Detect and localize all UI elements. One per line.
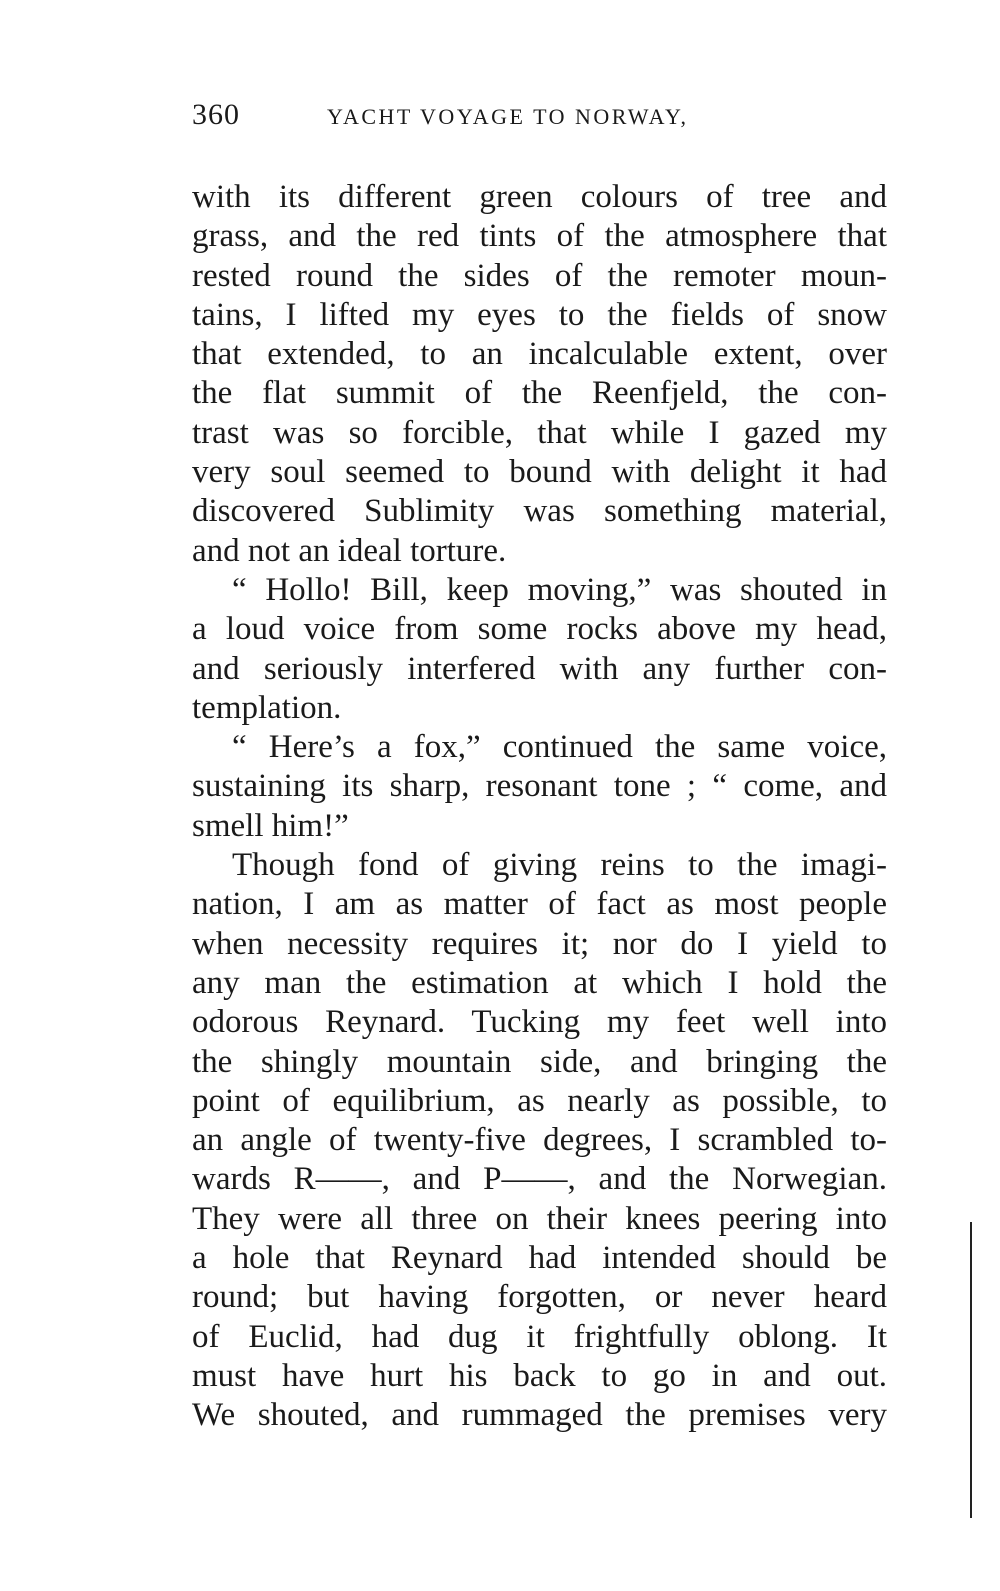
text-line: must have hurt his back to go in and out. — [192, 1357, 887, 1394]
text-line: a hole that Reynard had intended should be — [192, 1240, 887, 1277]
text-line: with its different green colours of tree and — [192, 179, 887, 215]
running-head: YACHT VOYAGE TO NORWAY, — [327, 104, 689, 129]
text-line: the shingly mountain side, and bringing the — [192, 1043, 887, 1080]
text-line: a loud voice from some rocks above my head, — [192, 611, 887, 648]
text-line: smell him!” — [192, 807, 349, 844]
text-line: “ Here’s a fox,” continued the same voice, — [232, 729, 887, 766]
text-line: nation, I am as matter of fact as most people — [192, 886, 887, 923]
text-line: grass, and the red tints of the atmosphere that — [192, 218, 887, 255]
text-line: and seriously interfered with any further con- — [192, 650, 887, 687]
text-line: when necessity requires it; nor do I yield to — [192, 925, 887, 962]
page-header — [192, 98, 892, 138]
text-line: “ Hollo! Bill, keep moving,” was shouted in — [232, 571, 887, 608]
text-line: tains, I lifted my eyes to the fields of snow — [192, 296, 887, 333]
text-line: wards R——, and P——, and the Norwegian. — [192, 1161, 887, 1198]
text-line: trast was so forcible, that while I gazed my — [192, 414, 887, 451]
text-line: discovered Sublimity was something material, — [192, 493, 887, 530]
body-text — [192, 178, 887, 1436]
text-line: very soul seemed to bound with delight it had — [192, 454, 887, 491]
text-line: of Euclid, had dug it frightfully oblong. It — [192, 1318, 887, 1355]
text-line: Though fond of giving reins to the imagi- — [232, 847, 887, 884]
text-line: rested round the sides of the remoter moun- — [192, 257, 887, 294]
text-line: They were all three on their knees peering into — [192, 1200, 887, 1237]
text-line: round; but having forgotten, or never heard — [192, 1279, 887, 1316]
text-line: that extended, to an incalculable extent, over — [192, 336, 887, 373]
margin-scan-line — [970, 1222, 972, 1518]
text-line: point of equilibrium, as nearly as possible, to — [192, 1082, 887, 1119]
text-line: any man the estimation at which I hold the — [192, 964, 887, 1001]
text-line: sustaining its sharp, resonant tone ; “ come, and — [192, 768, 887, 805]
page-number: 360 — [192, 98, 240, 131]
text-line: and not an ideal torture. — [192, 532, 507, 569]
text-line: templation. — [192, 689, 342, 726]
text-line: an angle of twenty-five degrees, I scrambled to- — [192, 1122, 887, 1159]
text-line: odorous Reynard. Tucking my feet well into — [192, 1004, 887, 1041]
text-line: the flat summit of the Reenfjeld, the con- — [192, 375, 887, 412]
text-line: We shouted, and rummaged the premises very — [192, 1397, 887, 1434]
